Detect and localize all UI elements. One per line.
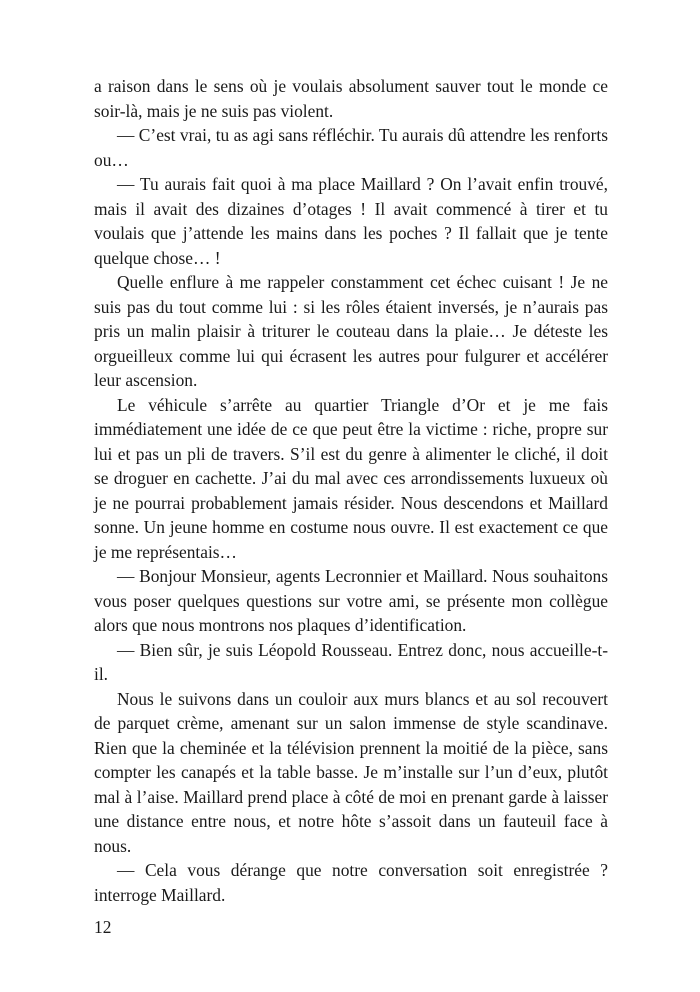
paragraph: a raison dans le sens où je voulais absolument sauver tout le monde ce soir-là, mais je ne suis pas violent. (94, 76, 608, 121)
paragraph: — C’est vrai, tu as agi sans réfléchir. Tu aurais dû attendre les renforts ou… (94, 125, 608, 170)
page-number: 12 (94, 917, 112, 937)
paragraph: Nous le suivons dans un couloir aux murs blancs et au sol recouvert de parquet crème, amenant sur un salon immense de style scandinave. Rien que la cheminée et la télévision prennent la moitié de la pièce, sans compter les canapés et la table basse. Je m’installe sur l’un d’eux, plutôt mal à l’aise. Maillard prend place à côté de moi en prenant garde à laisser une distance entre nous, et notre hôte s’assoit dans un fauteuil face à nous. (94, 688, 608, 856)
paragraph: — Tu aurais fait quoi à ma place Maillard ? On l’avait enfin trouvé, mais il avait des dizaines d’otages ! Il avait commencé à tirer et tu voulais que j’attende les mains dans les poches ? Il fallait que je tente quelque chose… ! (94, 174, 608, 268)
paragraph: Le véhicule s’arrête au quartier Triangle d’Or et je me fais immédiatement une idée de ce que peut être la victime : riche, propre sur lui et pas un pli de travers. S’il est du genre à alimenter le cliché, il doit se droguer en cachette. J’ai du mal avec ces arrondissements luxueux où je ne pourrai probablement jamais résider. Nous descendons et Maillard sonne. Un jeune homme en costume nous ouvre. Il est exactement ce que je me représentais… (94, 394, 608, 562)
paragraph: — Bien sûr, je suis Léopold Rousseau. Entrez donc, nous accueille-t-il. (94, 639, 608, 684)
paragraph: — Bonjour Monsieur, agents Lecronnier et Maillard. Nous souhaitons vous poser quelques questions sur votre ami, se présente mon collègue alors que nous montrons nos plaques d’identification. (94, 566, 608, 635)
paragraph: — Cela vous dérange que notre conversation soit enregistrée ? interroge Maillard. (94, 860, 608, 905)
paragraph: Quelle enflure à me rappeler constamment cet échec cuisant ! Je ne suis pas du tout comme lui : si les rôles étaient inversés, je n’aurais pas pris un malin plaisir à triturer le couteau dans la plaie… Je déteste les orgueilleux comme lui qui écrasent les autres pour fulgurer et accélérer leur ascension. (94, 272, 608, 390)
body-text (94, 74, 608, 907)
